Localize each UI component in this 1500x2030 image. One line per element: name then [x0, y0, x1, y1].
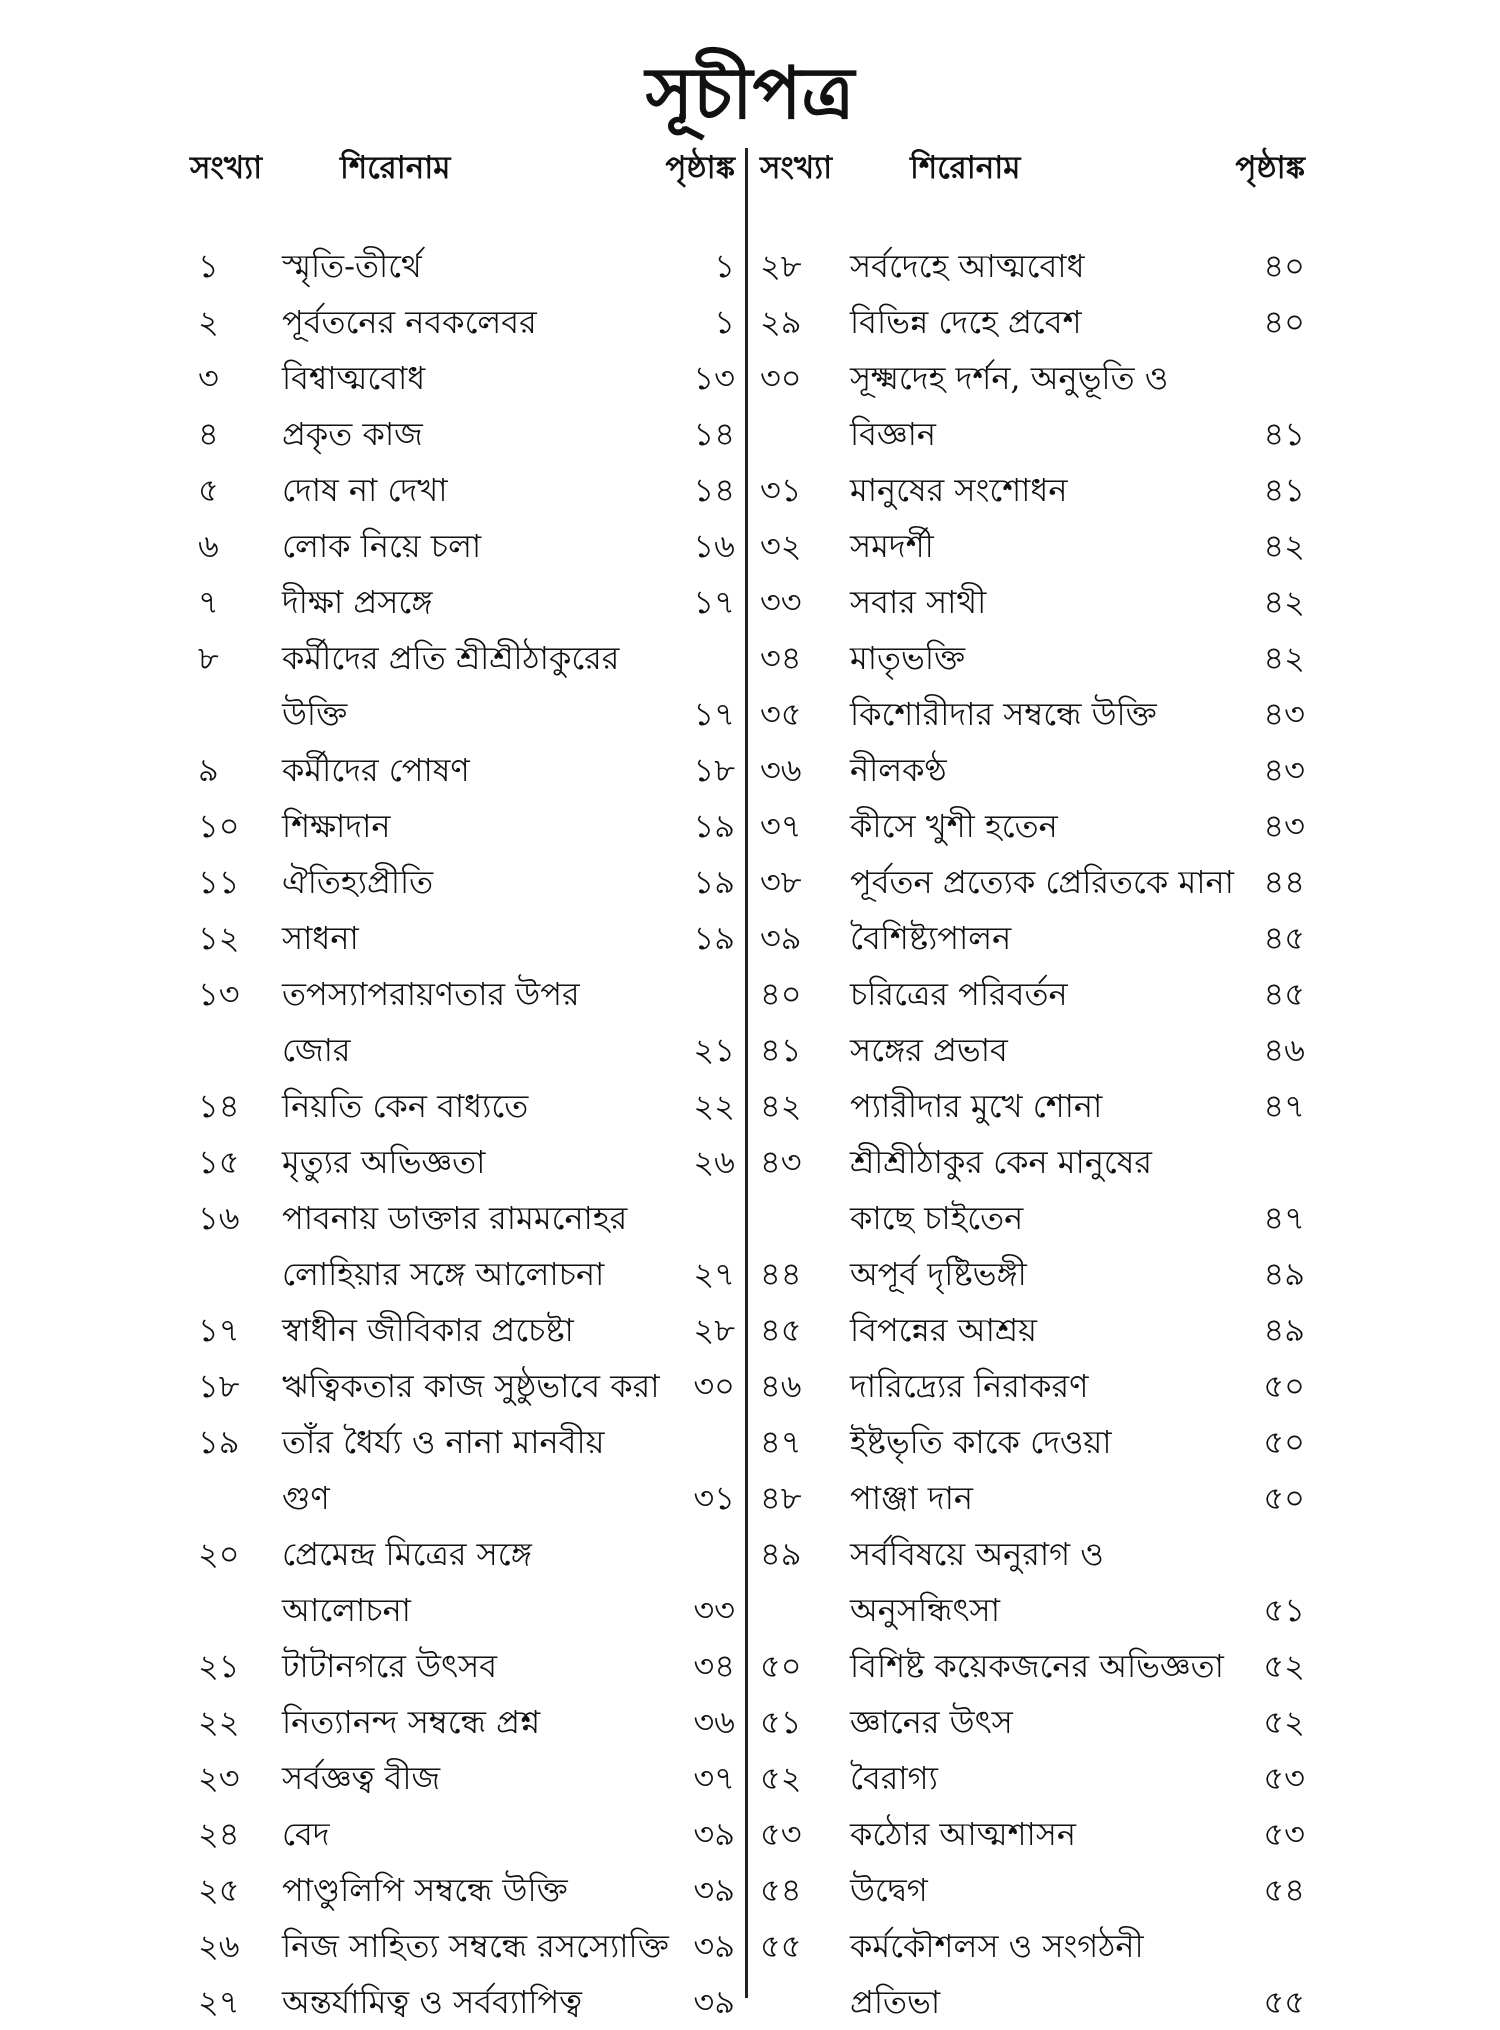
- toc-entry: [760, 1582, 1305, 1638]
- entry-title: চরিত্রের পরিবর্তন: [850, 975, 1068, 1013]
- entry-title: ঐতিহ্যপ্রীতি: [282, 863, 434, 901]
- entry-title: পাবনায় ডাক্তার রামমনোহর: [282, 1199, 628, 1237]
- entry-title: দোষ না দেখা: [282, 471, 448, 509]
- entry-number: ৩৫: [760, 695, 802, 733]
- entry-number: ৭: [198, 583, 219, 621]
- toc-entry: [190, 1694, 735, 1750]
- entry-number: ৩৬: [760, 751, 802, 789]
- page-title: সূচীপত্র: [645, 50, 855, 135]
- entry-page: ১৯: [693, 807, 735, 845]
- entry-page: ২১: [693, 1031, 735, 1069]
- entry-page: ৪৩: [1263, 751, 1305, 789]
- entry-title: কর্মকৌশলস ও সংগঠনী: [850, 1927, 1144, 1965]
- toc-rows-left: [190, 238, 735, 2030]
- entry-page: ৩৯: [693, 1983, 735, 2021]
- entry-number: ৩৮: [760, 863, 802, 901]
- entry-page: ৪৫: [1263, 919, 1305, 957]
- toc-entry: [190, 742, 735, 798]
- toc-entry: [760, 966, 1305, 1022]
- entry-page: ৪০: [1263, 303, 1305, 341]
- entry-title: বৈশিষ্ট্যপালন: [850, 919, 1012, 957]
- toc-entry: [760, 1470, 1305, 1526]
- toc-entry: [760, 1302, 1305, 1358]
- entry-title: দারিদ্র্যের নিরাকরণ: [850, 1367, 1089, 1405]
- entry-page: ১৪: [693, 471, 735, 509]
- entry-title: নিজ সাহিত্য সম্বন্ধে রসস্যোক্তি: [282, 1927, 669, 1965]
- entry-title: কর্মীদের প্রতি শ্রীশ্রীঠাকুরের: [282, 639, 620, 677]
- toc-entry: [190, 1638, 735, 1694]
- entry-page: ১৩: [693, 359, 735, 397]
- column-divider: [745, 148, 748, 1998]
- entry-number: ২১: [198, 1647, 240, 1685]
- toc-entry: [190, 1582, 735, 1638]
- entry-page: ১: [714, 303, 735, 341]
- entry-title: তাঁর ধৈর্য্য ও নানা মানবীয়: [282, 1423, 605, 1461]
- entry-page: ৪২: [1263, 527, 1305, 565]
- entry-number: ৪০: [760, 975, 802, 1013]
- toc-entry: [190, 854, 735, 910]
- entry-number: ২: [198, 303, 219, 341]
- entry-number: ৪১: [760, 1031, 802, 1069]
- toc-entry: [190, 686, 735, 742]
- entry-number: ২২: [198, 1703, 240, 1741]
- entry-page: ৫২: [1263, 1703, 1305, 1741]
- entry-title: লোহিয়ার সঙ্গে আলোচনা: [282, 1255, 605, 1293]
- entry-page: ৫৩: [1263, 1759, 1305, 1797]
- entry-title: সর্বজ্ঞত্ব বীজ: [282, 1759, 441, 1797]
- entry-page: ৩৪: [693, 1647, 735, 1685]
- entry-number: ৩৯: [760, 919, 802, 957]
- toc-entry: [190, 1470, 735, 1526]
- toc-entry: [190, 406, 735, 462]
- toc-entry: [190, 518, 735, 574]
- entry-page: ১: [714, 247, 735, 285]
- entry-title: ঋত্বিকতার কাজ সুষ্ঠুভাবে করা: [282, 1367, 660, 1405]
- toc-entry: [760, 1862, 1305, 1918]
- toc-entry: [190, 1134, 735, 1190]
- entry-page: ১৯: [693, 919, 735, 957]
- toc-entry: [760, 854, 1305, 910]
- entry-title: বিজ্ঞান: [850, 415, 936, 453]
- entry-title: অন্তর্যামিত্ব ও সর্বব্যাপিত্ব: [282, 1983, 583, 2021]
- entry-page: ৩৯: [693, 1871, 735, 1909]
- toc-entry: [190, 1750, 735, 1806]
- entry-number: ৫৩: [760, 1815, 802, 1853]
- entry-page: ৩৯: [693, 1927, 735, 1965]
- entry-page: ১৪: [693, 415, 735, 453]
- header-number: সংখ্যা: [190, 150, 263, 186]
- entry-page: ৫৪: [1263, 1871, 1305, 1909]
- entry-title: তপস্যাপরায়ণতার উপর: [282, 975, 580, 1013]
- entry-number: ৫৪: [760, 1871, 802, 1909]
- entry-number: ৬: [198, 527, 219, 565]
- entry-number: ৪২: [760, 1087, 802, 1125]
- entry-title: পূর্বতন প্রত্যেক প্রেরিতকে মানা: [850, 863, 1234, 901]
- toc-entry: [760, 1750, 1305, 1806]
- entry-page: ৩৯: [693, 1815, 735, 1853]
- entry-title: নিয়তি কেন বাধ্যতে: [282, 1087, 529, 1125]
- entry-number: ১৩: [198, 975, 240, 1013]
- toc-entry: [760, 462, 1305, 518]
- toc-entry: [760, 350, 1305, 406]
- entry-title: কর্মীদের পোষণ: [282, 751, 470, 789]
- entry-number: ১২: [198, 919, 240, 957]
- toc-entry: [760, 742, 1305, 798]
- entry-number: ৩১: [760, 471, 802, 509]
- entry-page: ৪৯: [1263, 1311, 1305, 1349]
- toc-column-right: [760, 140, 1305, 2030]
- toc-entry: [190, 1414, 735, 1470]
- header-heading: শিরোনাম: [340, 150, 451, 186]
- entry-page: ৪০: [1263, 247, 1305, 285]
- toc-entry: [760, 1918, 1305, 1974]
- entry-title: বিশ্বাত্মবোধ: [282, 359, 426, 397]
- entry-number: ৪৬: [760, 1367, 802, 1405]
- entry-number: ৪: [198, 415, 219, 453]
- entry-page: ৩৬: [693, 1703, 735, 1741]
- entry-title: কীসে খুশী হতেন: [850, 807, 1058, 845]
- entry-title: উদ্বেগ: [850, 1871, 928, 1909]
- entry-title: বিপন্নের আশ্রয়: [850, 1311, 1038, 1349]
- entry-number: ২৭: [198, 1983, 240, 2021]
- toc-entry: [190, 350, 735, 406]
- entry-page: ৫১: [1263, 1591, 1305, 1629]
- entry-page: ৪৪: [1263, 863, 1305, 901]
- entry-number: ২৫: [198, 1871, 240, 1909]
- entry-number: ৪৮: [760, 1479, 802, 1517]
- header-number: সংখ্যা: [760, 150, 833, 186]
- entry-number: ৩৭: [760, 807, 802, 845]
- entry-page: ১৬: [693, 527, 735, 565]
- toc-entry: [760, 1358, 1305, 1414]
- toc-entry: [190, 294, 735, 350]
- entry-page: ৪৬: [1263, 1031, 1305, 1069]
- entry-title: কিশোরীদার সম্বন্ধে উক্তি: [850, 695, 1157, 733]
- entry-number: ২৩: [198, 1759, 240, 1797]
- toc-entry: [760, 1414, 1305, 1470]
- toc-entry: [760, 1022, 1305, 1078]
- toc-entry: [190, 798, 735, 854]
- entry-number: ৫০: [760, 1647, 802, 1685]
- entry-title: লোক নিয়ে চলা: [282, 527, 482, 565]
- entry-number: ৩: [198, 359, 219, 397]
- entry-number: ১৭: [198, 1311, 240, 1349]
- entry-title: অপূর্ব দৃষ্টিভঙ্গী: [850, 1255, 1027, 1293]
- entry-title: কাছে চাইতেন: [850, 1199, 1024, 1237]
- entry-page: ৪৫: [1263, 975, 1305, 1013]
- entry-title: সমদর্শী: [850, 527, 934, 565]
- entry-page: ১৭: [693, 695, 735, 733]
- toc-entry: [760, 294, 1305, 350]
- entry-page: ৪৭: [1263, 1199, 1305, 1237]
- entry-title: সর্বদেহে আত্মবোধ: [850, 247, 1085, 285]
- entry-page: ১৯: [693, 863, 735, 901]
- header-page: পৃষ্ঠাঙ্ক: [1235, 150, 1305, 186]
- entry-title: মানুষের সংশোধন: [850, 471, 1068, 509]
- entry-page: ৪২: [1263, 583, 1305, 621]
- entry-title: সাধনা: [282, 919, 359, 957]
- entry-page: ২৭: [693, 1255, 735, 1293]
- toc-entry: [760, 574, 1305, 630]
- entry-number: ১৯: [198, 1423, 240, 1461]
- column-header: [760, 140, 1305, 196]
- toc-entry: [190, 966, 735, 1022]
- entry-number: ৩২: [760, 527, 802, 565]
- entry-title: মৃত্যুর অভিজ্ঞতা: [282, 1143, 486, 1181]
- entry-title: প্যারীদার মুখে শোনা: [850, 1087, 1103, 1125]
- entry-title: মাতৃভক্তি: [850, 639, 966, 677]
- toc-entry: [190, 462, 735, 518]
- entry-title: গুণ: [282, 1479, 330, 1517]
- toc-entry: [190, 1862, 735, 1918]
- toc-entry: [190, 1806, 735, 1862]
- entry-number: ৯: [198, 751, 219, 789]
- toc-entry: [760, 686, 1305, 742]
- toc-entry: [760, 1638, 1305, 1694]
- entry-page: ৩৭: [693, 1759, 735, 1797]
- entry-page: ৫০: [1263, 1479, 1305, 1517]
- entry-number: ৪৪: [760, 1255, 802, 1293]
- toc-entry: [760, 1246, 1305, 1302]
- entry-number: ৪৭: [760, 1423, 802, 1461]
- toc-entry: [190, 1190, 735, 1246]
- entry-title: স্মৃতি-তীর্থে: [282, 247, 422, 285]
- entry-page: ৩৩: [693, 1591, 735, 1629]
- entry-number: ৪৫: [760, 1311, 802, 1349]
- entry-page: ২২: [693, 1087, 735, 1125]
- entry-title: জ্ঞানের উৎস: [850, 1703, 1013, 1741]
- entry-number: ৪৯: [760, 1535, 802, 1573]
- entry-number: ৫২: [760, 1759, 802, 1797]
- entry-number: ২৬: [198, 1927, 240, 1965]
- entry-title: সঙ্গের প্রভাব: [850, 1031, 1008, 1069]
- column-header: [190, 140, 735, 196]
- toc-entry: [760, 1974, 1305, 2030]
- toc-entry: [760, 1694, 1305, 1750]
- entry-number: ৫: [198, 471, 219, 509]
- header-page: পৃষ্ঠাঙ্ক: [665, 150, 735, 186]
- toc-entry: [190, 238, 735, 294]
- entry-page: ৫৫: [1263, 1983, 1305, 2021]
- entry-title: বেদ: [282, 1815, 330, 1853]
- entry-title: কঠোর আত্মশাসন: [850, 1815, 1077, 1853]
- toc-entry: [190, 574, 735, 630]
- toc-entry: [760, 238, 1305, 294]
- entry-number: ১৬: [198, 1199, 240, 1237]
- entry-number: ২৪: [198, 1815, 240, 1853]
- entry-title: উক্তি: [282, 695, 348, 733]
- toc-entry: [190, 1022, 735, 1078]
- toc-entry: [190, 1302, 735, 1358]
- toc-entry: [760, 630, 1305, 686]
- entry-number: ২৮: [760, 247, 802, 285]
- entry-number: ৪৩: [760, 1143, 802, 1181]
- toc-rows-right: [760, 238, 1305, 2030]
- entry-title: বিভিন্ন দেহে প্রবেশ: [850, 303, 1082, 341]
- entry-title: পাঞ্জা দান: [850, 1479, 973, 1517]
- entry-page: ৪১: [1263, 471, 1305, 509]
- entry-page: ১৮: [693, 751, 735, 789]
- entry-page: ৫২: [1263, 1647, 1305, 1685]
- entry-page: ৩১: [693, 1479, 735, 1517]
- toc-entry: [190, 1526, 735, 1582]
- entry-number: ১: [198, 247, 219, 285]
- entry-number: ৮: [198, 639, 219, 677]
- entry-page: ২৬: [693, 1143, 735, 1181]
- entry-title: দীক্ষা প্রসঙ্গে: [282, 583, 433, 621]
- entry-title: সবার সাথী: [850, 583, 987, 621]
- entry-number: ১৮: [198, 1367, 240, 1405]
- entry-title: পূর্বতনের নবকলেবর: [282, 303, 537, 341]
- entry-page: ৫৩: [1263, 1815, 1305, 1853]
- entry-number: ১১: [198, 863, 240, 901]
- entry-number: ৫৫: [760, 1927, 802, 1965]
- toc-column-left: [190, 140, 735, 2030]
- entry-page: ৪১: [1263, 415, 1305, 453]
- entry-title: সূক্ষ্মদেহ দর্শন, অনুভূতি ও: [850, 359, 1169, 397]
- entry-title: অনুসন্ধিৎসা: [850, 1591, 1000, 1629]
- toc-entry: [760, 518, 1305, 574]
- entry-title: বিশিষ্ট কয়েকজনের অভিজ্ঞতা: [850, 1647, 1224, 1685]
- toc-entry: [760, 1134, 1305, 1190]
- entry-number: ৩৪: [760, 639, 802, 677]
- toc-entry: [760, 1190, 1305, 1246]
- toc-entry: [190, 630, 735, 686]
- entry-page: ১৭: [693, 583, 735, 621]
- toc-entry: [190, 1974, 735, 2030]
- toc-entry: [760, 1806, 1305, 1862]
- entry-title: প্রতিভা: [850, 1983, 941, 2021]
- toc-entry: [190, 1918, 735, 1974]
- entry-title: স্বাধীন জীবিকার প্রচেষ্টা: [282, 1311, 574, 1349]
- toc-entry: [190, 1078, 735, 1134]
- entry-page: ৪৩: [1263, 807, 1305, 845]
- entry-page: ৫০: [1263, 1367, 1305, 1405]
- entry-title: টাটানগরে উৎসব: [282, 1647, 498, 1685]
- toc-entry: [760, 406, 1305, 462]
- toc-entry: [760, 1526, 1305, 1582]
- toc-entry: [760, 798, 1305, 854]
- entry-title: শিক্ষাদান: [282, 807, 391, 845]
- toc-entry: [760, 1078, 1305, 1134]
- entry-title: প্রকৃত কাজ: [282, 415, 423, 453]
- entry-number: ৩৩: [760, 583, 802, 621]
- entry-title: ইষ্টভৃতি কাকে দেওয়া: [850, 1423, 1112, 1461]
- toc-entry: [760, 910, 1305, 966]
- toc-entry: [190, 1358, 735, 1414]
- entry-page: ৫০: [1263, 1423, 1305, 1461]
- entry-title: পাণ্ডুলিপি সম্বন্ধে উক্তি: [282, 1871, 568, 1909]
- entry-number: ৫১: [760, 1703, 802, 1741]
- entry-title: সর্ববিষয়ে অনুরাগ ও: [850, 1535, 1104, 1573]
- entry-title: বৈরাগ্য: [850, 1759, 938, 1797]
- entry-title: নিত্যানন্দ সম্বন্ধে প্রশ্ন: [282, 1703, 541, 1741]
- header-heading: শিরোনাম: [910, 150, 1021, 186]
- entry-number: ১৫: [198, 1143, 240, 1181]
- toc-entry: [190, 910, 735, 966]
- entry-number: ২০: [198, 1535, 240, 1573]
- entry-page: ৪৩: [1263, 695, 1305, 733]
- toc-entry: [190, 1246, 735, 1302]
- entry-page: ৪৯: [1263, 1255, 1305, 1293]
- entry-number: ৩০: [760, 359, 802, 397]
- entry-number: ১৪: [198, 1087, 240, 1125]
- entry-number: ২৯: [760, 303, 802, 341]
- entry-page: ৩০: [693, 1367, 735, 1405]
- entry-page: ২৮: [693, 1311, 735, 1349]
- entry-title: নীলকণ্ঠ: [850, 751, 947, 789]
- entry-page: ৪৭: [1263, 1087, 1305, 1125]
- entry-title: আলোচনা: [282, 1591, 411, 1629]
- entry-title: জোর: [282, 1031, 351, 1069]
- entry-page: ৪২: [1263, 639, 1305, 677]
- entry-number: ১০: [198, 807, 240, 845]
- entry-title: প্রেমেন্দ্র মিত্রের সঙ্গে: [282, 1535, 532, 1573]
- entry-title: শ্রীশ্রীঠাকুর কেন মানুষের: [850, 1143, 1153, 1181]
